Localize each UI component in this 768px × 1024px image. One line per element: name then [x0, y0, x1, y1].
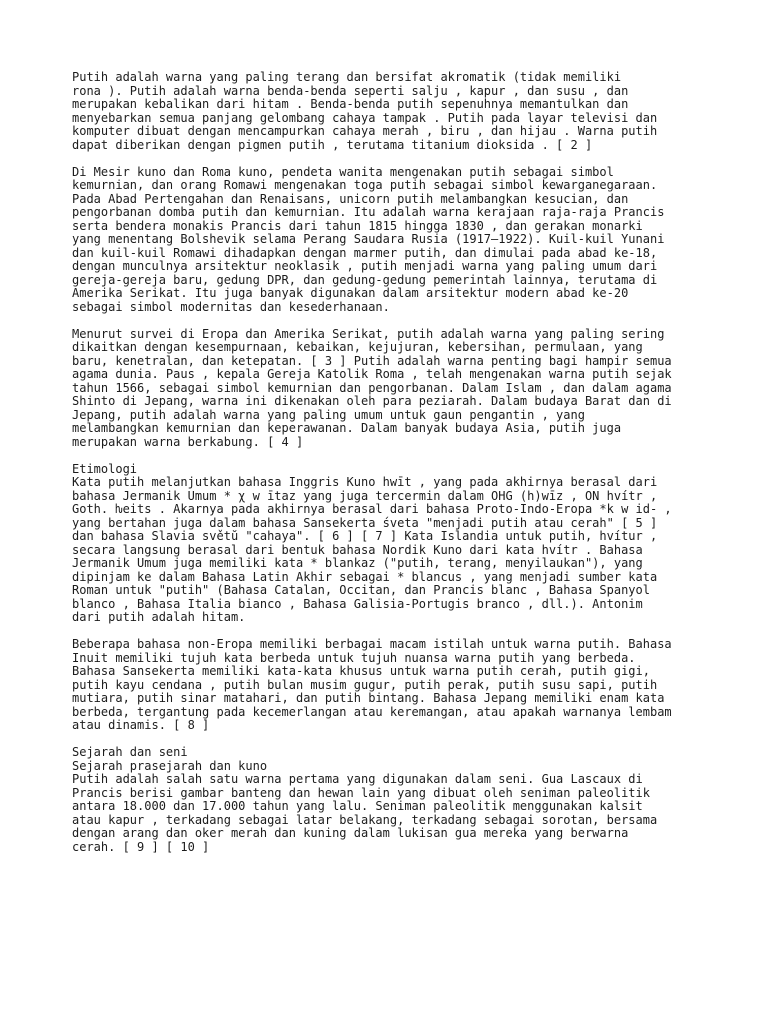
text-line: serta bendera monakis Prancis dari tahun 1815 hingga 1830 , dan gerakan monarki [72, 218, 643, 233]
text-line: dengan munculnya arsitektur neoklasik , putih menjadi warna yang paling umum dari [72, 259, 658, 273]
text-line: Sejarah prasejarah dan kuno [72, 758, 268, 773]
text-line: dan kuil-kuil Romawi dihadapkan dengan marmer putih, dan dimulai pada abad ke-18, [72, 245, 658, 260]
text-line: Shinto di Jepang, warna ini dikenakan oleh para peziarah. Dalam budaya Barat dan di [72, 394, 672, 408]
text-line: sebagai simbol modernitas dan kesederhanaan. [72, 299, 390, 314]
text-line: agama dunia. Paus , kepala Gereja Katolik Roma , telah mengenakan warna putih sejak [72, 367, 672, 381]
text-line: Pada Abad Pertengahan dan Renaisans, unicorn putih melambangkan kesucian, dan [72, 191, 629, 206]
text-line: Putih adalah salah satu warna pertama yang digunakan dalam seni. Gua Lascaux di [72, 772, 643, 786]
text-line: merupakan warna berkabung. [ 4 ] [72, 434, 304, 449]
text-line: Amerika Serikat. Itu juga banyak digunakan dalam arsitektur modern abad ke-20 [72, 286, 629, 300]
text-line: atau kapur , terkadang sebagai latar belakang, terkadang sebagai sorotan, bersama [72, 812, 658, 827]
text-line: gereja-gereja baru, gedung DPR, dan gedung-gedung pemerintah lainnya, terutama di [72, 272, 658, 287]
text-line: Jepang, putih adalah warna yang paling umum untuk gaun pengantin , yang [72, 407, 585, 422]
text-line: pengorbanan domba putih dan kemurnian. Itu adalah warna kerajaan raja-raja Prancis [72, 205, 665, 219]
text-line: Prancis berisi gambar banteng dan hewan lain yang dibuat oleh seniman paleolitik [72, 785, 650, 800]
text-line: Jermanik Umum juga memiliki kata * blankaz ("putih, terang, menyilaukan"), yang [72, 556, 643, 570]
text-line: Bahasa Sansekerta memiliki kata-kata khusus untuk warna putih cerah, putih gigi, [72, 664, 650, 678]
paragraph-etymology [72, 463, 732, 625]
text-line: berbeda, tergantung pada kecemerlangan atau keremangan, atau apakah warnanya lembam [72, 704, 672, 719]
text-line: antara 18.000 dan 17.000 tahun yang lalu. Seniman paleolitik menggunakan kalsit [72, 799, 643, 813]
paragraph-survey [72, 328, 732, 450]
text-line: atau dinamis. [ 8 ] [72, 718, 210, 732]
text-line: Menurut survei di Eropa dan Amerika Serikat, putih adalah warna yang paling sering [72, 326, 665, 341]
text-line: Inuit memiliki tujuh kata berbeda untuk tujuh nuansa warna putih yang berbeda. [72, 650, 636, 665]
text-line: menyebarkan semua panjang gelombang cahaya tampak . Putih pada layar televisi dan [72, 110, 658, 125]
text-line: secara langsung berasal dari bentuk bahasa Nordik Kuno dari kata hvítr . Bahasa [72, 542, 643, 557]
text-line: yang bertahan juga dalam bahasa Sansekerta śveta "menjadi putih atau cerah" [ 5 ] [72, 515, 658, 530]
text-line: cerah. [ 9 ] [ 10 ] [72, 839, 210, 854]
text-line: Sejarah dan seni [72, 745, 188, 759]
text-line: dikaitkan dengan kesempurnaan, kebaikan, kejujuran, kebersihan, permulaan, yang [72, 340, 643, 354]
text-line: kemurnian, dan orang Romawi mengenakan toga putih sebagai simbol kewarganegaraan. [72, 178, 658, 192]
text-line: baru, kenetralan, dan ketepatan. [ 3 ] Putih adalah warna penting bagi hampir semua [72, 353, 672, 368]
document-page [72, 71, 732, 868]
text-line: yang menentang Bolshevik selama Perang Saudara Rusia (1917–1922). Kuil-kuil Yunani [72, 232, 665, 246]
text-line: tahun 1566, sebagai simbol kemurnian dan pengorbanan. Dalam Islam , dan dalam agama [72, 380, 672, 395]
text-line: merupakan kebalikan dari hitam . Benda-benda putih sepenuhnya memantulkan dan [72, 97, 629, 111]
text-line: melambangkan kemurnian dan keperawanan. Dalam banyak budaya Asia, putih juga [72, 421, 622, 435]
text-line: bahasa Jermanik Umum * χ w ītaz yang juga tercermin dalam OHG (h)wīz , ON hvítr , [72, 488, 658, 503]
text-line: dipinjam ke dalam Bahasa Latin Akhir sebagai * blancus , yang menjadi sumber kata [72, 569, 658, 584]
paragraph-intro [72, 71, 732, 152]
text-line: Beberapa bahasa non-Eropa memiliki berbagai macam istilah untuk warna putih. Bahasa [72, 637, 672, 651]
text-line: Kata putih melanjutkan bahasa Inggris Kuno hwīt , yang pada akhirnya berasal dari [72, 475, 658, 489]
text-line: dan bahasa Slavia světŭ "cahaya". [ 6 ] [ 7 ] Kata Islandia untuk putih, hvítur , [72, 529, 658, 543]
text-line: rona ). Putih adalah warna benda-benda seperti salju , kapur , dan susu , dan [72, 83, 629, 98]
text-line: dari putih adalah hitam. [72, 610, 246, 624]
text-line: Goth. ƕeits . Akarnya pada akhirnya berasal dari bahasa Proto-Indo-Eropa *k w id- , [72, 502, 672, 516]
text-line: Di Mesir kuno dan Roma kuno, pendeta wanita mengenakan putih sebagai simbol [72, 164, 614, 179]
text-line: Etimologi [72, 461, 138, 476]
text-line: dengan arang dan oker merah dan kuning dalam lukisan gua mereka yang berwarna [72, 826, 629, 840]
text-line: blanco , Bahasa Italia bianco , Bahasa Galisia-Portugis branco , dll.). Antonim [72, 596, 643, 611]
text-line: komputer dibuat dengan mencampurkan cahaya merah , biru , dan hijau . Warna putih [72, 124, 658, 138]
paragraph-non-european [72, 638, 732, 733]
paragraph-art-history [72, 746, 732, 854]
text-line: mutiara, putih sinar matahari, dan putih bintang. Bahasa Jepang memiliki enam kata [72, 691, 665, 705]
text-line: Putih adalah warna yang paling terang dan bersifat akromatik (tidak memiliki [72, 70, 622, 84]
text-line: Roman untuk "putih" (Bahasa Catalan, Occitan, dan Prancis blanc , Bahasa Spanyol [72, 583, 650, 597]
text-line: putih kayu cendana , putih bulan musim gugur, putih perak, putih susu sapi, putih [72, 677, 658, 692]
paragraph-history-symbol [72, 166, 732, 315]
text-line: dapat diberikan dengan pigmen putih , terutama titanium dioksida . [ 2 ] [72, 137, 593, 152]
